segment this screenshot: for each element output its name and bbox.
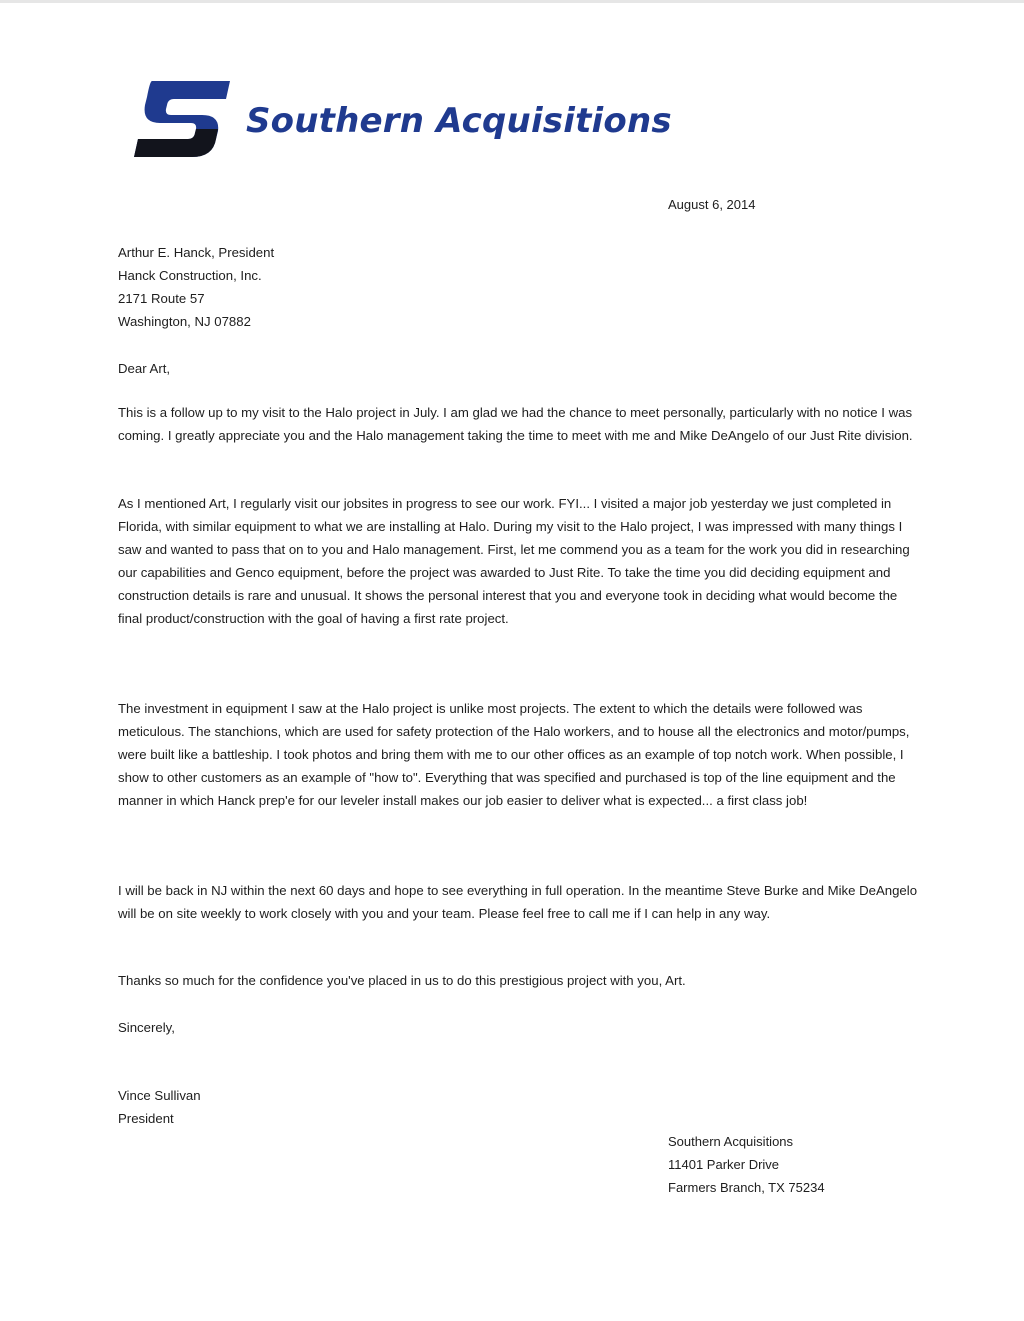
signer-title: President (118, 1111, 174, 1126)
company-logo-icon (130, 75, 234, 163)
recipient-company: Hanck Construction, Inc. (118, 268, 262, 283)
body-paragraph: This is a follow up to my visit to the Halo project in July. I am glad we had the chance to meet personally, particularly with no notice I was coming. I greatly appreciate you and the Halo management taking the time to meet with me and Mike DeAngelo of our Just Rite division. (118, 405, 913, 443)
recipient-address (118, 241, 918, 333)
signer-name: Vince Sullivan (118, 1088, 201, 1103)
closing: Sincerely, (118, 1020, 175, 1035)
letterhead (130, 75, 672, 163)
company-name: Southern Acquisitions (246, 101, 672, 141)
sender-company: Southern Acquisitions (668, 1134, 794, 1149)
body-paragraph: As I mentioned Art, I regularly visit our jobsites in progress to see our work. FYI... I visited a major job yesterday we just completed in Florida, with similar equipment to what we are installing at Halo. During my visit to the Halo project, I was impressed with many things I saw and wanted to pass that on to you and Halo management. First, let me commend you as a team for the work you did in researching our capabilities and Genco equipment, before the project was awarded to Just Rite. To take the time you did deciding equipment and construction details is rare and unusual. It shows the personal interest that you and everyone took in deciding what would become the final product/construction with the goal of having a first rate project. (118, 496, 910, 626)
letter-date: August 6, 2014 (668, 197, 756, 212)
sender-street: 11401 Parker Drive (668, 1157, 780, 1172)
recipient-city-state-zip: Washington, NJ 07882 (118, 314, 251, 329)
recipient-street: 2171 Route 57 (118, 291, 205, 306)
sender-address (668, 1130, 825, 1199)
signature-block (118, 1084, 918, 1130)
body-paragraph: I will be back in NJ within the next 60 days and hope to see everything in full operation. In the meantime Steve Burke and Mike DeAngelo will be on site weekly to work closely with you and your team. Please feel free to call me if I can help in any way. (118, 883, 918, 921)
body-paragraph: Thanks so much for the confidence you've placed in us to do this prestigious project with you, Art. (118, 973, 686, 988)
salutation: Dear Art, (118, 361, 171, 376)
body-paragraph: The investment in equipment I saw at the Halo project is unlike most projects. The extent to which the details were followed was meticulous. The stanchions, which are used for safety protection of the Halo workers, and to house all the electronics and motor/pumps, were built like a battleship. I took photos and bring them with me to our other offices as an example of top notch work. When possible, I show to other customers as an example of "how to". Everything that was specified and purchased is top of the line equipment and the manner in which Hanck prep'e for our leveler install makes our job easier to deliver what is expected... a first class job! (118, 701, 910, 808)
recipient-name-title: Arthur E. Hanck, President (118, 245, 275, 260)
sender-city-state-zip: Farmers Branch, TX 75234 (668, 1180, 825, 1195)
